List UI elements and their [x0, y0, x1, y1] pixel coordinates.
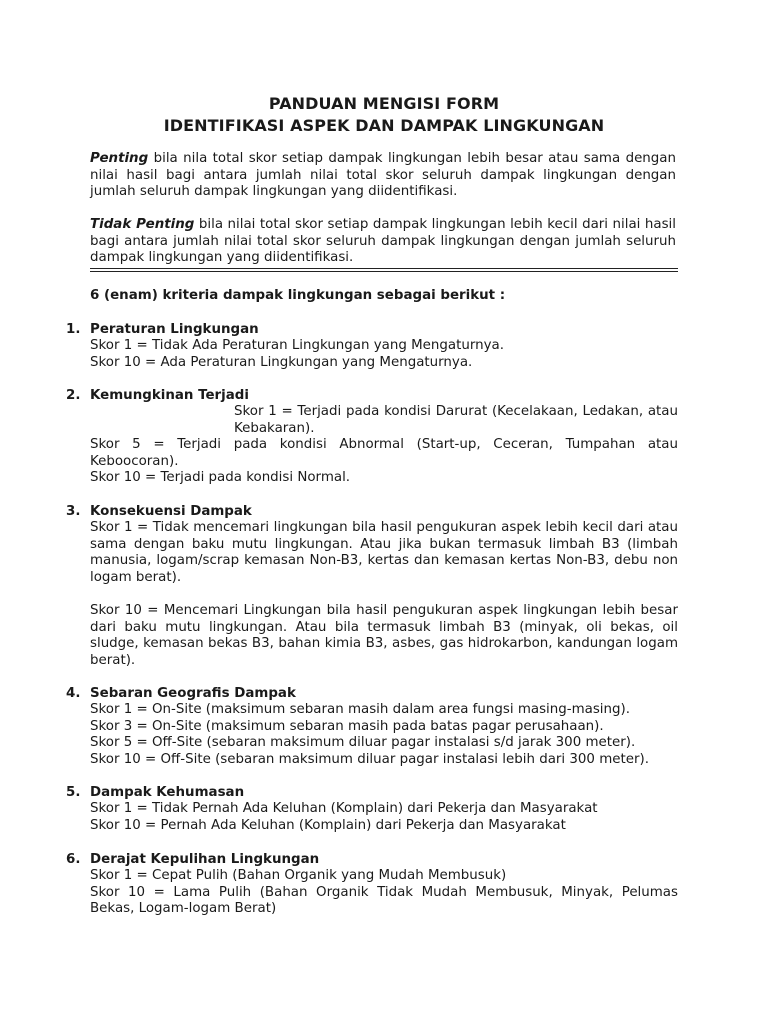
criterion-heading — [66, 503, 678, 520]
score-line: Skor 1 = Terjadi pada kondisi Darurat (Kecelakaan, Ledakan, atau Kebakaran). — [234, 404, 678, 436]
criterion-number: 6. — [66, 852, 81, 867]
criterion-heading — [66, 851, 678, 868]
title-line-1: PANDUAN MENGISI FORM — [268, 94, 500, 113]
criterion-6 — [66, 851, 678, 918]
criterion-title: Derajat Kepulihan Lingkungan — [90, 852, 320, 867]
criterion-3 — [66, 503, 678, 669]
score-line: Skor 5 = Off-Site (sebaran maksimum diluar pagar instalasi s/d jarak 300 meter). — [90, 735, 636, 751]
score-line: Skor 1 = On-Site (maksimum sebaran masih dalam area fungsi masing-masing). — [90, 702, 630, 717]
term-penting: Penting — [90, 151, 149, 166]
score-line: Skor 1 = Tidak mencemari lingkungan bila hasil pengukuran aspek lebih kecil dari atau sama dengan baku mutu lingkungan. Atau jika bukan termasuk limbah B3 (limbah manusia, logam/scrap kemasan Non-B3, kertas dan kemasan kertas Non-B3, debu non logam berat). — [90, 520, 678, 585]
definition-tidak-penting — [90, 217, 676, 267]
criterion-title: Peraturan Lingkungan — [90, 322, 259, 337]
definition-penting — [90, 151, 676, 201]
title-line-2: IDENTIFIKASI ASPEK DAN DAMPAK LINGKUNGAN — [163, 116, 605, 135]
criterion-heading — [66, 784, 678, 801]
definition-tidak-penting-text: bila nilai total skor setiap dampak lingkungan lebih kecil dari nilai hasil bagi antara jumlah nilai total skor seluruh dampak lingkungan dengan jumlah seluruh dampak lingkungan yang diidentifikasi. — [90, 217, 676, 266]
criterion-2 — [66, 387, 678, 487]
criterion-number: 1. — [66, 322, 81, 337]
divider-top — [90, 268, 678, 269]
criterion-title: Sebaran Geografis Dampak — [90, 686, 296, 701]
criterion-title: Kemungkinan Terjadi — [90, 388, 249, 403]
score-line: Skor 10 = Off-Site (sebaran maksimum diluar pagar instalasi lebih dari 300 meter). — [90, 751, 649, 767]
criterion-heading — [66, 387, 678, 404]
score-line: Skor 1 = Cepat Pulih (Bahan Organik yang Mudah Membusuk) — [90, 868, 507, 883]
score-line: Skor 10 = Ada Peraturan Lingkungan yang Mengaturnya. — [90, 354, 473, 370]
score-line: Skor 10 = Lama Pulih (Bahan Organik Tidak Mudah Membusuk, Minyak, Pelumas Bekas, Logam-logam Berat) — [90, 884, 678, 917]
score-line: Skor 5 = Terjadi pada kondisi Abnormal (Start-up, Ceceran, Tumpahan atau Keboocoran). — [90, 437, 678, 469]
criterion-5 — [66, 784, 678, 834]
score-line: Skor 3 = On-Site (maksimum sebaran masih pada batas pagar perusahaan). — [90, 718, 604, 734]
criterion-4 — [66, 685, 678, 768]
score-line: Skor 10 = Terjadi pada kondisi Normal. — [90, 470, 351, 486]
score-line: Skor 1 = Tidak Pernah Ada Keluhan (Komplain) dari Pekerja dan Masyarakat — [90, 801, 598, 816]
term-tidak-penting: Tidak Penting — [90, 217, 195, 232]
criterion-heading — [66, 321, 678, 338]
criterion-number: 3. — [66, 504, 81, 519]
criteria-intro: 6 (enam) kriteria dampak lingkungan sebagai berikut : — [90, 288, 506, 303]
criterion-heading — [66, 685, 678, 702]
score-line: Skor 10 = Mencemari Lingkungan bila hasil pengukuran aspek lingkungan lebih besar dari baku mutu lingkungan. Atau bila termasuk limbah B3 (minyak, oli bekas, oil sludge, kemasan bekas B3, bahan kimia B3, asbes, gas hidrokarbon, kandungan logam berat). — [90, 602, 678, 668]
criterion-number: 5. — [66, 785, 81, 800]
criterion-1 — [66, 321, 678, 371]
divider-bottom — [90, 271, 678, 272]
criterion-title: Dampak Kehumasan — [90, 785, 245, 800]
criterion-title: Konsekuensi Dampak — [90, 504, 252, 519]
score-line: Skor 10 = Pernah Ada Keluhan (Komplain) dari Pekerja dan Masyarakat — [90, 817, 566, 833]
definition-penting-text: bila nila total skor setiap dampak lingkungan lebih besar atau sama dengan nilai hasil bagi antara jumlah nilai total skor seluruh dampak lingkungan dengan jumlah seluruh dampak lingkungan yang diidentifikasi. — [90, 151, 676, 200]
criterion-number: 4. — [66, 686, 81, 701]
score-line: Skor 1 = Tidak Ada Peraturan Lingkungan yang Mengaturnya. — [90, 338, 504, 353]
criterion-number: 2. — [66, 388, 81, 403]
spacer — [66, 586, 678, 603]
